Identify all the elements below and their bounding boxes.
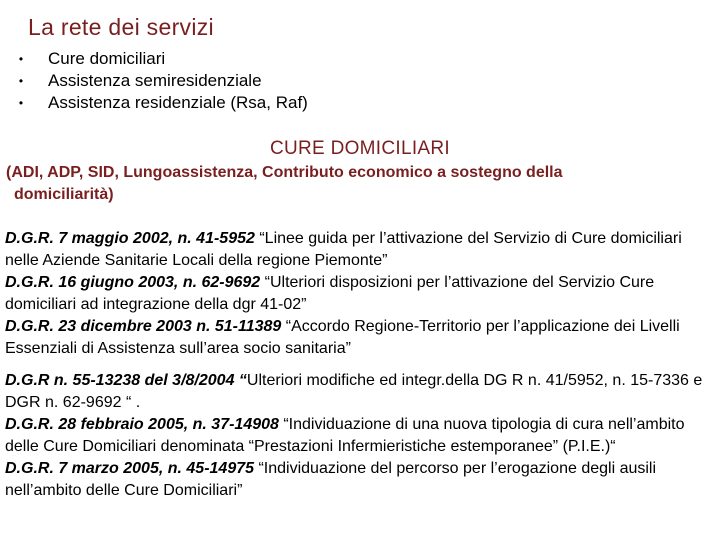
regulation-item bbox=[5, 228, 715, 272]
bullet-icon: • bbox=[18, 74, 24, 88]
section-heading: CURE DOMICILIARI bbox=[269, 138, 451, 159]
regulation-reference: D.G.R. 7 marzo 2005, n. 45-14975 bbox=[5, 460, 255, 477]
bullet-icon: • bbox=[18, 52, 24, 66]
page-title: La rete dei servizi bbox=[28, 14, 214, 40]
regulation-reference: D.G.R n. 55-13238 del 3/8/2004 “ bbox=[5, 372, 247, 389]
regulations-block-2 bbox=[5, 370, 715, 502]
regulation-description: “Individuazione del percorso per l’erogazione degli ausili nell’ambito delle Cure Domiciliari” bbox=[5, 460, 657, 499]
list-item bbox=[14, 70, 308, 92]
regulation-reference: D.G.R. 16 giugno 2003, n. 62-9692 bbox=[5, 274, 261, 291]
services-list bbox=[14, 48, 308, 114]
regulation-item bbox=[5, 272, 715, 316]
regulations-block-1 bbox=[5, 228, 715, 360]
regulation-item bbox=[5, 370, 715, 414]
regulation-description: Ulteriori modifiche ed integr.della DG R n. 41/5952, n. 15-7336 e DGR n. 62-9692 “ . bbox=[5, 372, 703, 411]
list-item-label: Assistenza residenziale (Rsa, Raf) bbox=[48, 93, 308, 112]
list-item bbox=[14, 48, 308, 70]
list-item-label: Cure domiciliari bbox=[48, 49, 166, 68]
section-subtitle-line1: (ADI, ADP, SID, Lungoassistenza, Contributo economico a sostegno della bbox=[6, 164, 563, 181]
regulation-description: “Linee guida per l’attivazione del Servizio di Cure domiciliari nelle Aziende Sanitarie Locali della regione Piemonte” bbox=[5, 230, 682, 269]
regulation-description: “Individuazione di una nuova tipologia di cura nell’ambito delle Cure Domiciliari denominata “Prestazioni Infermieristiche estemporanee” (P.I.E.)“ bbox=[5, 416, 685, 455]
regulation-item bbox=[5, 458, 715, 502]
bullet-icon: • bbox=[18, 96, 24, 110]
regulation-reference: D.G.R. 23 dicembre 2003 n. 51-11389 bbox=[5, 318, 282, 335]
regulation-description: “Accordo Regione-Territorio per l’applicazione dei Livelli Essenziali di Assistenza sull’area socio sanitaria” bbox=[5, 318, 680, 357]
list-item-label: Assistenza semiresidenziale bbox=[48, 71, 262, 90]
regulation-reference: D.G.R. 7 maggio 2002, n. 41-5952 bbox=[5, 230, 255, 247]
regulation-description: “Ulteriori disposizioni per l’attivazione del Servizio Cure domiciliari ad integrazione della dgr 41-02” bbox=[5, 274, 655, 313]
regulation-item bbox=[5, 414, 715, 458]
section-subtitle bbox=[6, 162, 686, 206]
regulation-reference: D.G.R. 28 febbraio 2005, n. 37-14908 bbox=[5, 416, 279, 433]
regulation-item bbox=[5, 316, 715, 360]
list-item bbox=[14, 92, 308, 114]
section-subtitle-line2: domiciliarità) bbox=[14, 186, 114, 203]
